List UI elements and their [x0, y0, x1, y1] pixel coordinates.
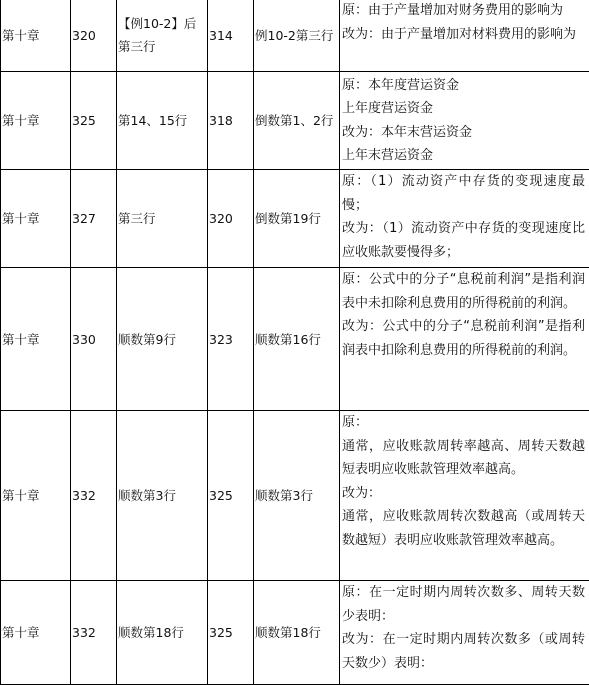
- old-page-cell: 332: [71, 581, 117, 685]
- old-page-cell: 330: [71, 268, 117, 411]
- new-line-cell: 例10-2第三行: [254, 0, 340, 72]
- original-text: 原：本年度营运资金: [342, 74, 585, 98]
- corrected-text: 改为：在一定时期内周转次数多（或周转天数少）表明：: [342, 628, 585, 675]
- chapter-cell: 第十章: [1, 268, 71, 411]
- new-page-cell: 314: [208, 0, 254, 72]
- old-line-cell: 第14、15行: [117, 72, 208, 170]
- old-line-cell: 顺数第9行: [117, 268, 208, 411]
- chapter-cell: 第十章: [1, 0, 71, 72]
- correction-cell: [340, 581, 589, 685]
- new-page-cell: 325: [208, 411, 254, 581]
- table-row: [1, 411, 589, 581]
- old-line-cell: 第三行: [117, 170, 208, 268]
- corrected-text: 改为：（1）流动资产中存货的变现速度比应收账款要慢得多；: [342, 217, 585, 264]
- new-line-cell: 倒数第19行: [254, 170, 340, 268]
- corrected-text: 改为：由于产量增加对材料费用的影响为: [342, 23, 585, 47]
- new-page-cell: 318: [208, 72, 254, 170]
- original-text: 原：由于产量增加对财务费用的影响为: [342, 0, 585, 23]
- correction-cell: [340, 170, 589, 268]
- chapter-cell: 第十章: [1, 411, 71, 581]
- old-line-cell: 【例10-2】后第三行: [117, 0, 208, 72]
- new-line-cell: 顺数第16行: [254, 268, 340, 411]
- new-line-cell: 倒数第1、2行: [254, 72, 340, 170]
- old-line-cell: 顺数第3行: [117, 411, 208, 581]
- old-page-cell: 332: [71, 411, 117, 581]
- old-page-cell: 325: [71, 72, 117, 170]
- old-line-cell: 顺数第18行: [117, 581, 208, 685]
- correction-cell: [340, 411, 589, 581]
- corrected-text: 通常，应收账款周转次数越高（或周转天数越短）表明应收账款管理效率越高。: [342, 505, 585, 552]
- original-text: 通常，应收账款周转率越高、周转天数越短表明应收账款管理效率越高。: [342, 435, 585, 482]
- corrected-text: 改为：本年末营运资金: [342, 121, 585, 145]
- old-page-cell: 320: [71, 0, 117, 72]
- new-line-cell: 顺数第18行: [254, 581, 340, 685]
- table-row: [1, 581, 589, 685]
- corrected-text-line-2: 上年末营运资金: [342, 144, 585, 168]
- corrected-label: 改为：: [342, 482, 585, 506]
- correction-cell: [340, 268, 589, 411]
- corrected-text: 改为：公式中的分子“息税前利润”是指利润表中扣除利息费用的所得税前的利润。: [342, 315, 585, 362]
- new-page-cell: 320: [208, 170, 254, 268]
- chapter-cell: 第十章: [1, 581, 71, 685]
- old-page-cell: 327: [71, 170, 117, 268]
- chapter-cell: 第十章: [1, 72, 71, 170]
- original-text: 原：（1）流动资产中存货的变现速度最慢；: [342, 170, 585, 217]
- table-row: [1, 268, 589, 411]
- chapter-cell: 第十章: [1, 170, 71, 268]
- original-text: 原：在一定时期内周转次数多、周转天数少表明：: [342, 581, 585, 628]
- original-text: 原：公式中的分子“息税前利润”是指利润表中未扣除利息费用的所得税前的利润。: [342, 268, 585, 315]
- new-page-cell: 323: [208, 268, 254, 411]
- correction-cell: [340, 72, 589, 170]
- new-line-cell: 顺数第3行: [254, 411, 340, 581]
- correction-cell: [340, 0, 589, 72]
- new-page-cell: 325: [208, 581, 254, 685]
- table-row: [1, 0, 589, 72]
- table-row: [1, 170, 589, 268]
- table-row: [1, 72, 589, 170]
- original-text-line-2: 上年度营运资金: [342, 97, 585, 121]
- original-label: 原：: [342, 411, 585, 435]
